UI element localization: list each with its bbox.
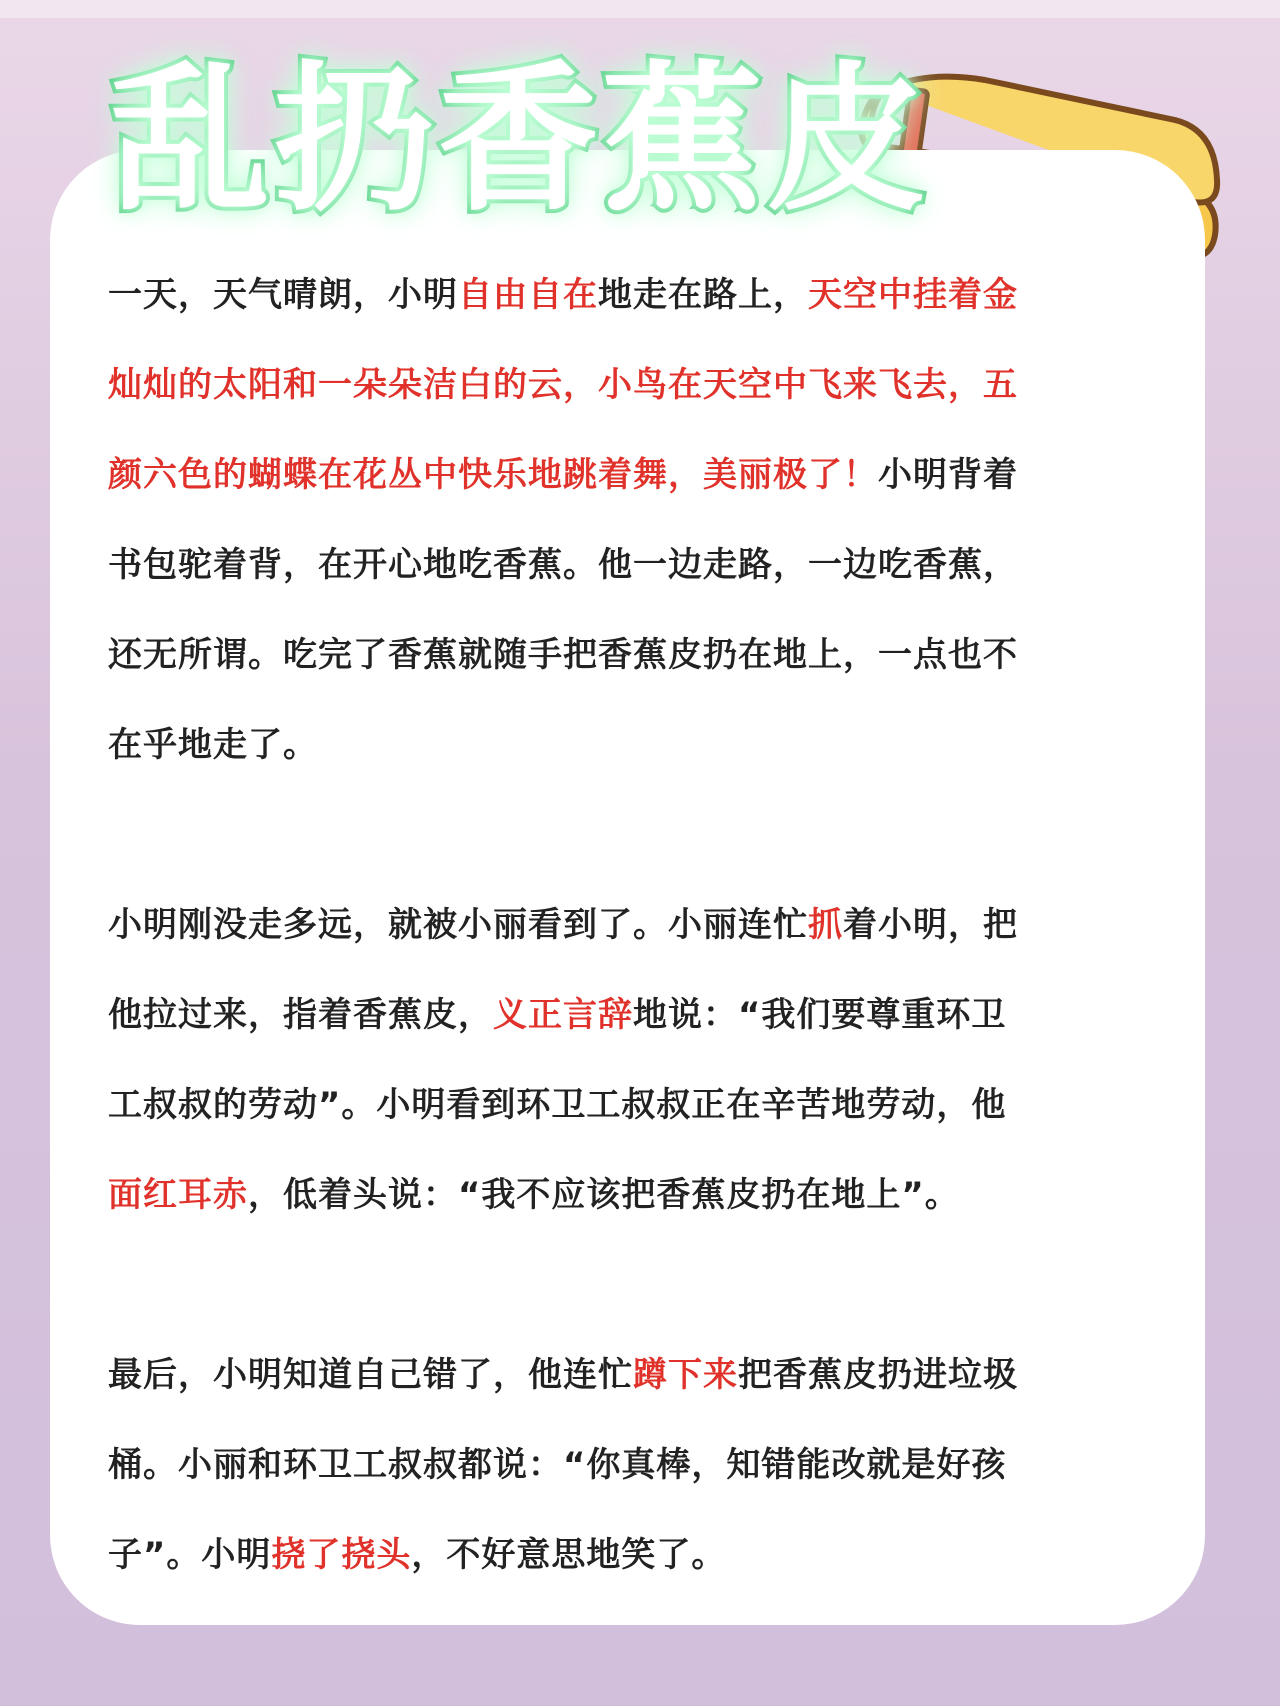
text-line (108, 1330, 1128, 1420)
story-paragraph-2 (108, 880, 1128, 1240)
body-text: 小明刚没走多远，就被小丽看到了。小丽连忙 (108, 905, 808, 945)
text-line (108, 1060, 1128, 1150)
text-line (108, 970, 1128, 1060)
body-text: ，不好意思地笑了。 (411, 1535, 727, 1575)
highlighted-text: 灿灿的太阳和一朵朵洁白的云，小鸟在天空中飞来飞去，五 (108, 365, 1018, 405)
highlighted-text: 挠了挠头 (271, 1535, 412, 1575)
body-text: 地走在路上， (598, 275, 808, 315)
body-text: 小明背着 (878, 455, 1018, 495)
body-text: 地说：“我们要尊重环卫 (633, 995, 1007, 1035)
body-text: 书包驼着背，在开心地吃香蕉。他一边走路，一边吃香蕉， (108, 545, 1018, 585)
body-text: 还无所谓。吃完了香蕉就随手把香蕉皮扔在地上，一点也不 (108, 635, 1018, 675)
body-text: 桶。小丽和环卫工叔叔都说：“你真棒，知错能改就是好孩 (108, 1445, 1007, 1485)
highlighted-text: 抓 (808, 905, 843, 945)
body-text: 着小明，把 (843, 905, 1018, 945)
body-text: 一天，天气晴朗，小明 (108, 275, 458, 315)
text-line (108, 430, 1128, 520)
body-text: 他拉过来，指着香蕉皮， (108, 995, 493, 1035)
text-line (108, 340, 1128, 430)
text-line (108, 1420, 1128, 1510)
body-text: 把香蕉皮扔进垃圾 (738, 1355, 1018, 1395)
story-paragraph-3 (108, 1330, 1128, 1600)
highlighted-text: 颜六色的蝴蝶在花丛中快乐地跳着舞，美丽极了！ (108, 455, 878, 495)
text-line (108, 610, 1128, 700)
highlighted-text: 面红耳赤 (108, 1175, 248, 1215)
text-line (108, 880, 1128, 970)
story-paragraph-1 (108, 250, 1128, 790)
highlighted-text: 天空中挂着金 (808, 275, 1018, 315)
highlighted-text: 蹲下来 (633, 1355, 738, 1395)
text-line (108, 1150, 1128, 1240)
text-line (108, 700, 1128, 790)
page-title: 乱扔香蕉皮 (110, 46, 931, 233)
highlighted-text: 自由自在 (458, 275, 598, 315)
highlighted-text: 义正言辞 (493, 995, 633, 1035)
text-line (108, 1510, 1128, 1600)
body-text: ，低着头说：“我不应该把香蕉皮扔在地上”。 (248, 1175, 960, 1215)
body-text: 在乎地走了。 (108, 725, 318, 765)
body-text: 最后，小明知道自己错了，他连忙 (108, 1355, 633, 1395)
text-line (108, 250, 1128, 340)
top-strip (0, 0, 1280, 18)
body-text: 子”。小明 (108, 1535, 272, 1575)
text-line (108, 520, 1128, 610)
body-text: 工叔叔的劳动”。小明看到环卫工叔叔正在辛苦地劳动，他 (108, 1085, 1007, 1125)
